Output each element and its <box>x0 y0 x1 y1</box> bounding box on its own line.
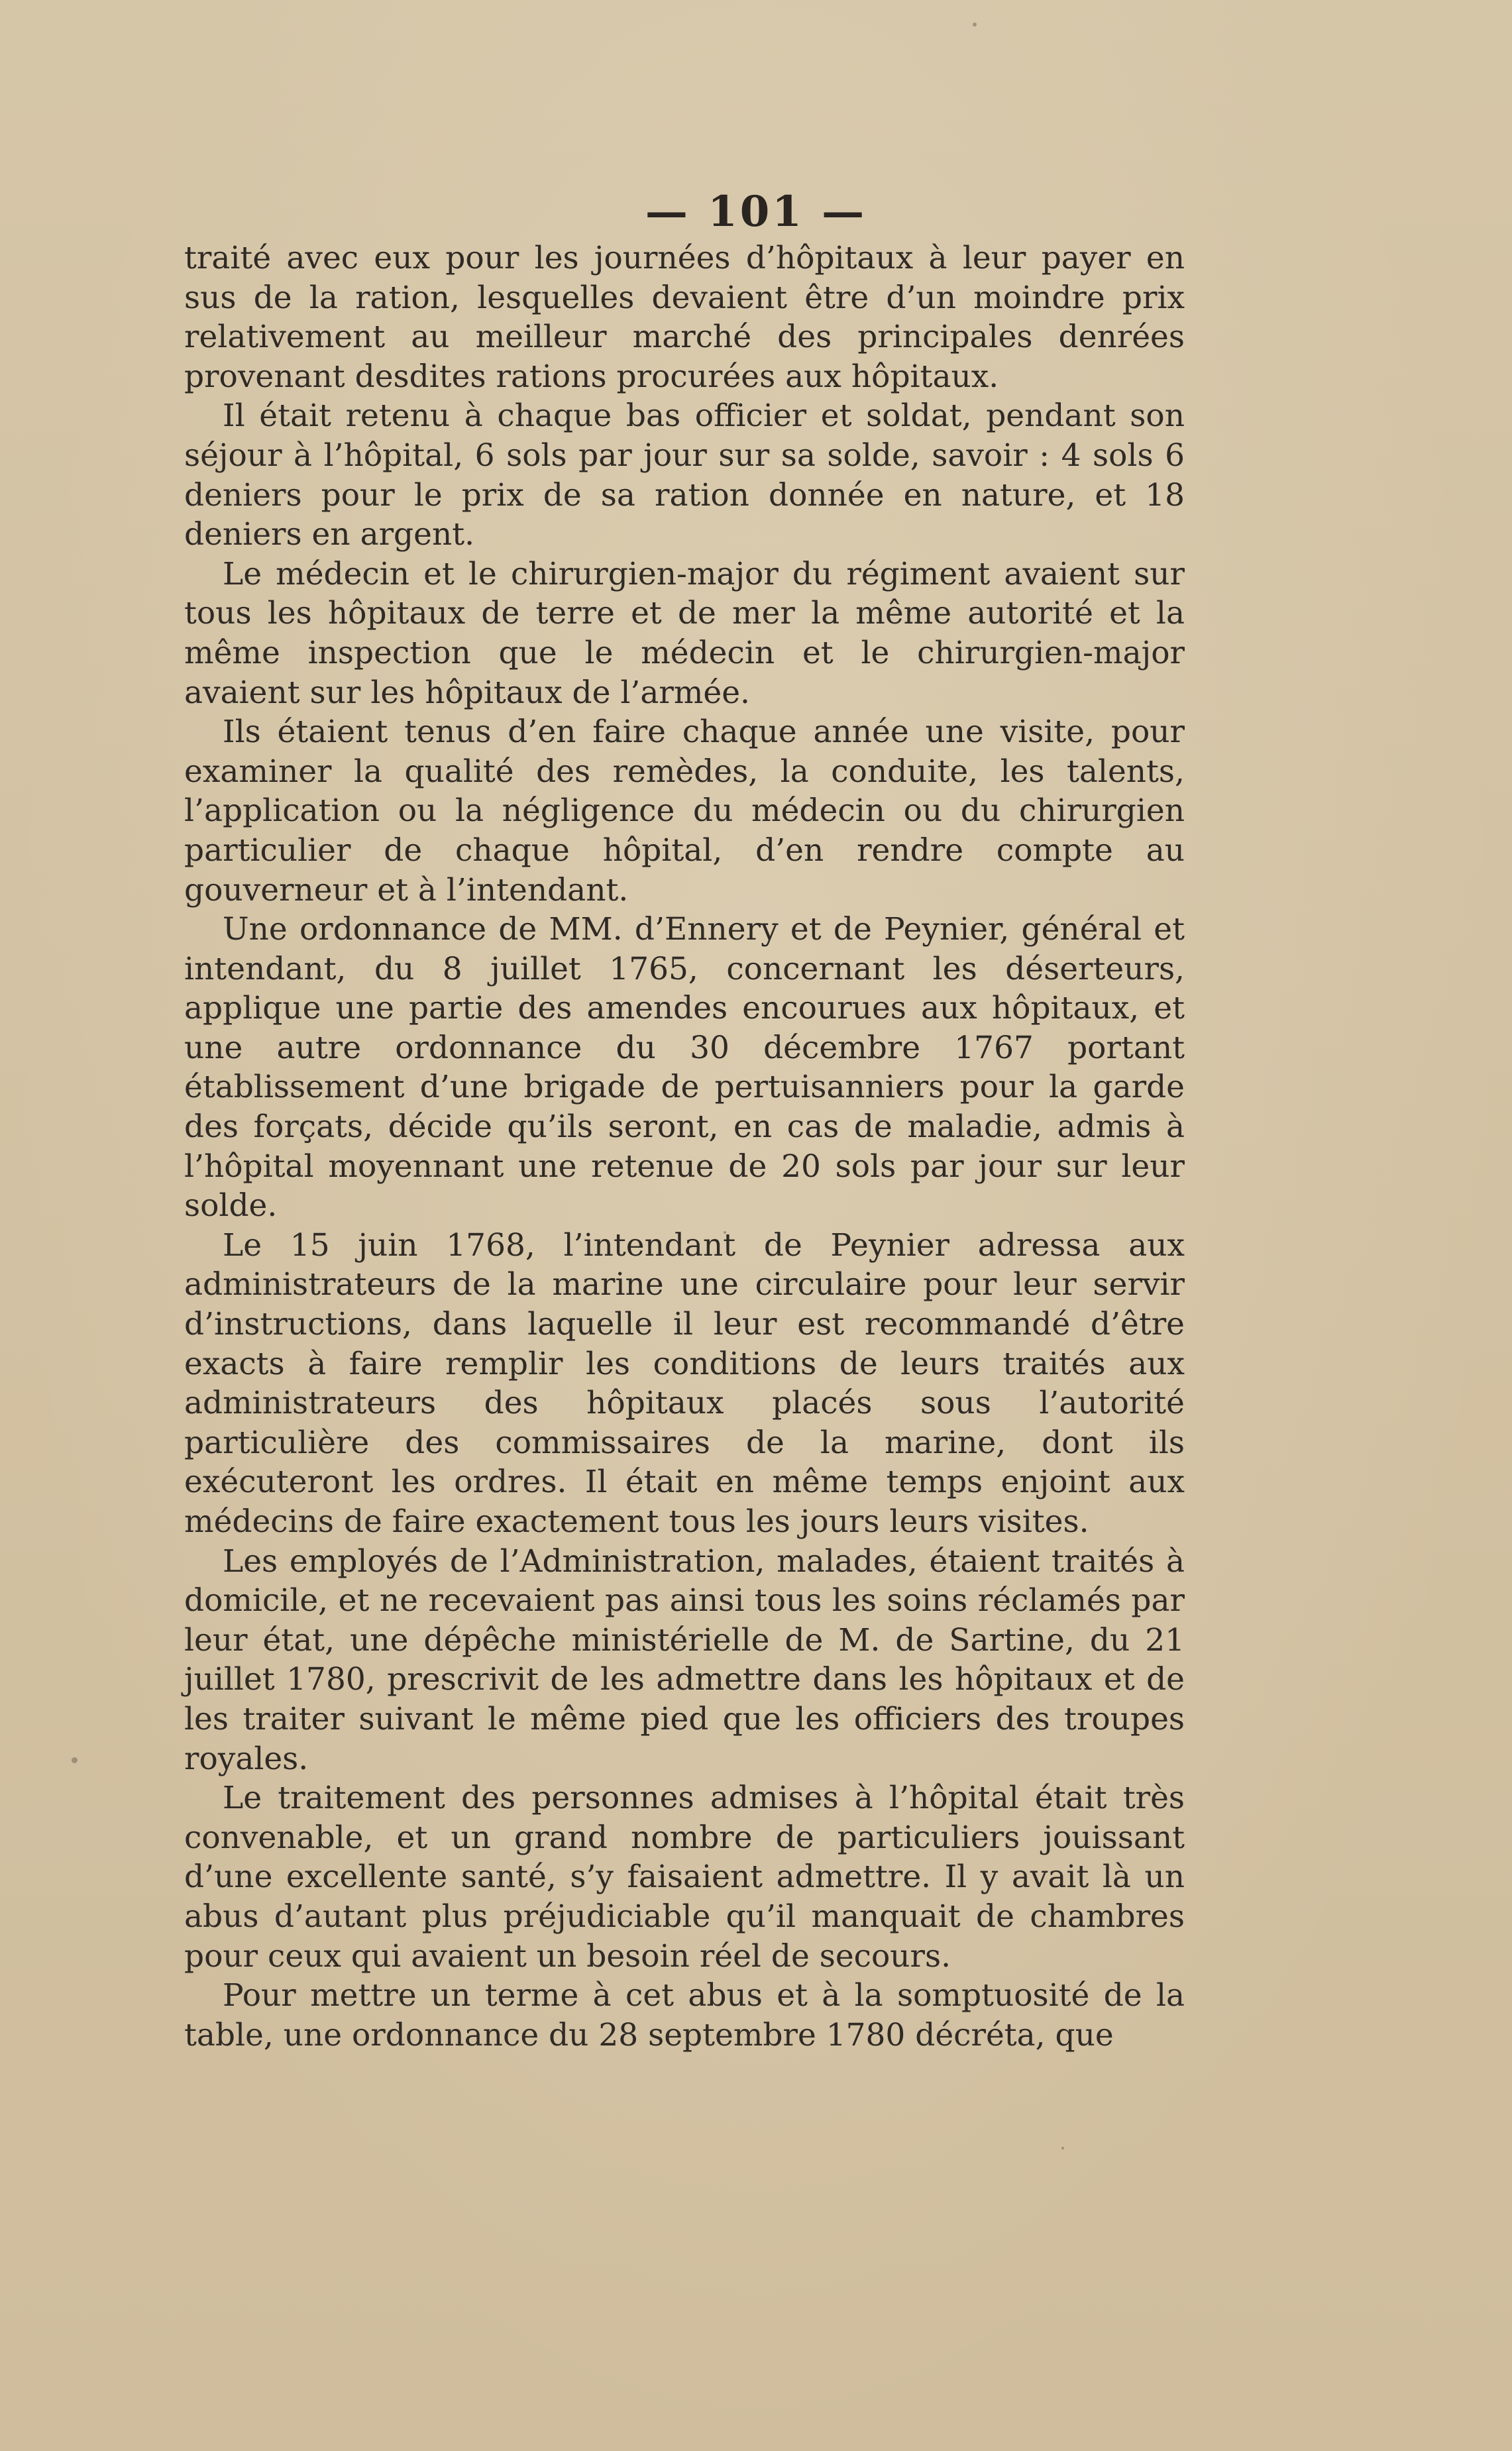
paragraph: traité avec eux pour les journées d’hôpitaux à leur payer en sus de la ration, lesquelles devaient être d’un moindre prix relativement au meilleur marché des principales denrées provenant desdites rations procurées aux hôpitaux. <box>184 240 1185 395</box>
paragraph: Le 15 juin 1768, l’intendant de Peynier adressa aux administrateurs de la marine une circulaire pour leur servir d’instructions, dans laquelle il leur est recommandé d’être exacts à faire remplir les conditions de leurs traités aux administrateurs des hôpitaux placés sous l’autorité particulière des commissaires de la marine, dont ils exécuteront les ordres. Il était en même temps enjoint aux médecins de faire exactement tous les jours leurs visites. <box>184 1226 1185 1540</box>
paragraph: Le médecin et le chirurgien-major du régiment avaient sur tous les hôpitaux de terre et de mer la même autorité et la même inspection que le médecin et le chirurgien-major avaient sur les hôpitaux de l’armée. <box>184 555 1185 711</box>
paper-speck <box>973 23 977 27</box>
paragraph: Ils étaient tenus d’en faire chaque année une visite, pour examiner la qualité des remèdes, la conduite, les talents, l’application ou la négligence du médecin ou du chirurgien particulier de chaque hôpital, d’en rendre compte au gouverneur et à l’intendant. <box>184 714 1185 908</box>
paper-speck <box>1061 2147 1064 2150</box>
paragraph: Une ordonnance de MM. d’Ennery et de Peynier, général et intendant, du 8 juillet 1765, concernant les déserteurs, applique une partie des amendes encourues aux hôpitaux, et une autre ordonnance du 30 décembre 1767 portant établissement d’une brigade de pertuisanniers pour la garde des forçats, décide qu’ils seront, en cas de maladie, admis à l’hôpital moyennant une retenue de 20 sols par jour sur leur solde. <box>184 911 1185 1225</box>
body-text <box>184 239 1185 2055</box>
paragraph: Pour mettre un terme à cet abus et à la somptuosité de la table, une ordonnance du 28 septembre 1780 décréta, que <box>184 1977 1185 2053</box>
paper-speck <box>72 1757 78 1763</box>
page-number: — 101 — <box>645 187 867 237</box>
paragraph: Les employés de l’Administration, malades, étaient traités à domicile, et ne recevaient pas ainsi tous les soins réclamés par leur état, une dépêche ministérielle de M. de Sartine, du 21 juillet 1780, prescrivit de les admettre dans les hôpitaux et de les traiter suivant le même pied que les officiers des troupes royales. <box>184 1543 1185 1777</box>
paragraph: Il était retenu à chaque bas officier et soldat, pendant son séjour à l’hôpital, 6 sols par jour sur sa solde, savoir : 4 sols 6 deniers pour le prix de sa ration donnée en nature, et 18 deniers en argent. <box>184 398 1185 553</box>
paragraph: Le traitement des personnes admises à l’hôpital était très convenable, et un grand nombre de particuliers jouissant d’une excellente santé, s’y faisaient admettre. Il y avait là un abus d’autant plus préjudiciable qu’il manquait de chambres pour ceux qui avaient un besoin réel de secours. <box>184 1780 1185 1975</box>
